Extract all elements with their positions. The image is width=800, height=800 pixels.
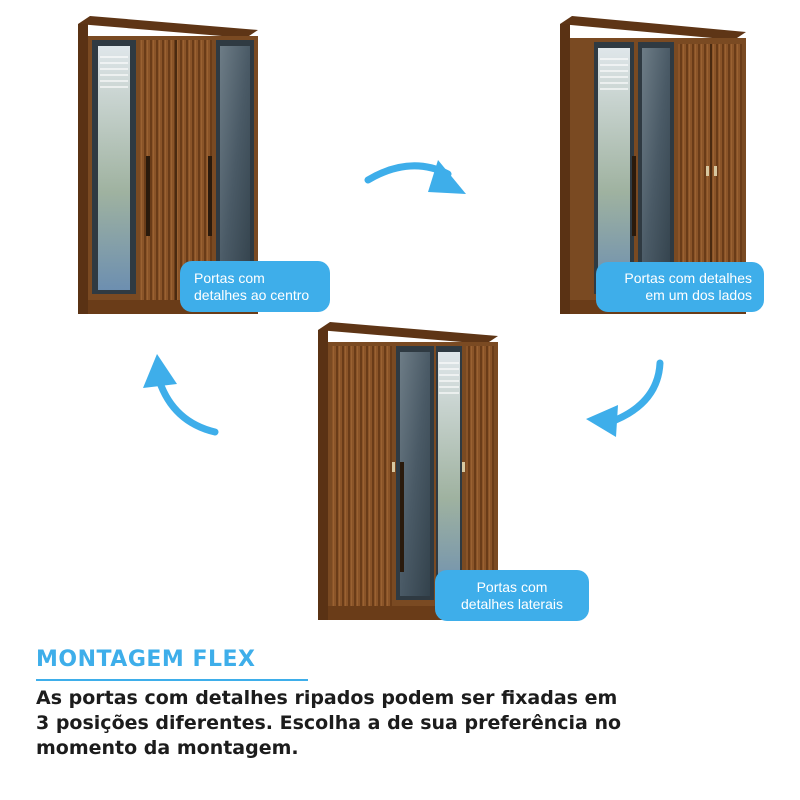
description-line: momento da montagem. [36,737,299,759]
callout-line: detalhes laterais [461,595,563,612]
title-underline [36,679,308,681]
description-line: As portas com detalhes ripados podem ser fixadas em [36,687,618,709]
callout-line: Portas com detalhes [624,270,752,286]
cycle-arrow-icon [360,150,470,200]
description-line: 3 posições diferentes. Escolha a de sua preferência no [36,712,622,734]
cycle-arrow-icon [135,350,225,440]
callout-line: Portas com [476,578,548,595]
section-title: MONTAGEM FLEX [36,647,256,672]
callout-line: Portas com [194,269,265,286]
callout-line: em um dos lados [645,287,752,303]
cycle-arrow-icon [580,355,670,440]
callout-line: detalhes ao centro [194,286,310,303]
section-description [36,686,656,761]
callout-side-details [596,262,764,312]
callout-center-details [180,261,330,312]
callout-lateral-details [435,570,589,621]
